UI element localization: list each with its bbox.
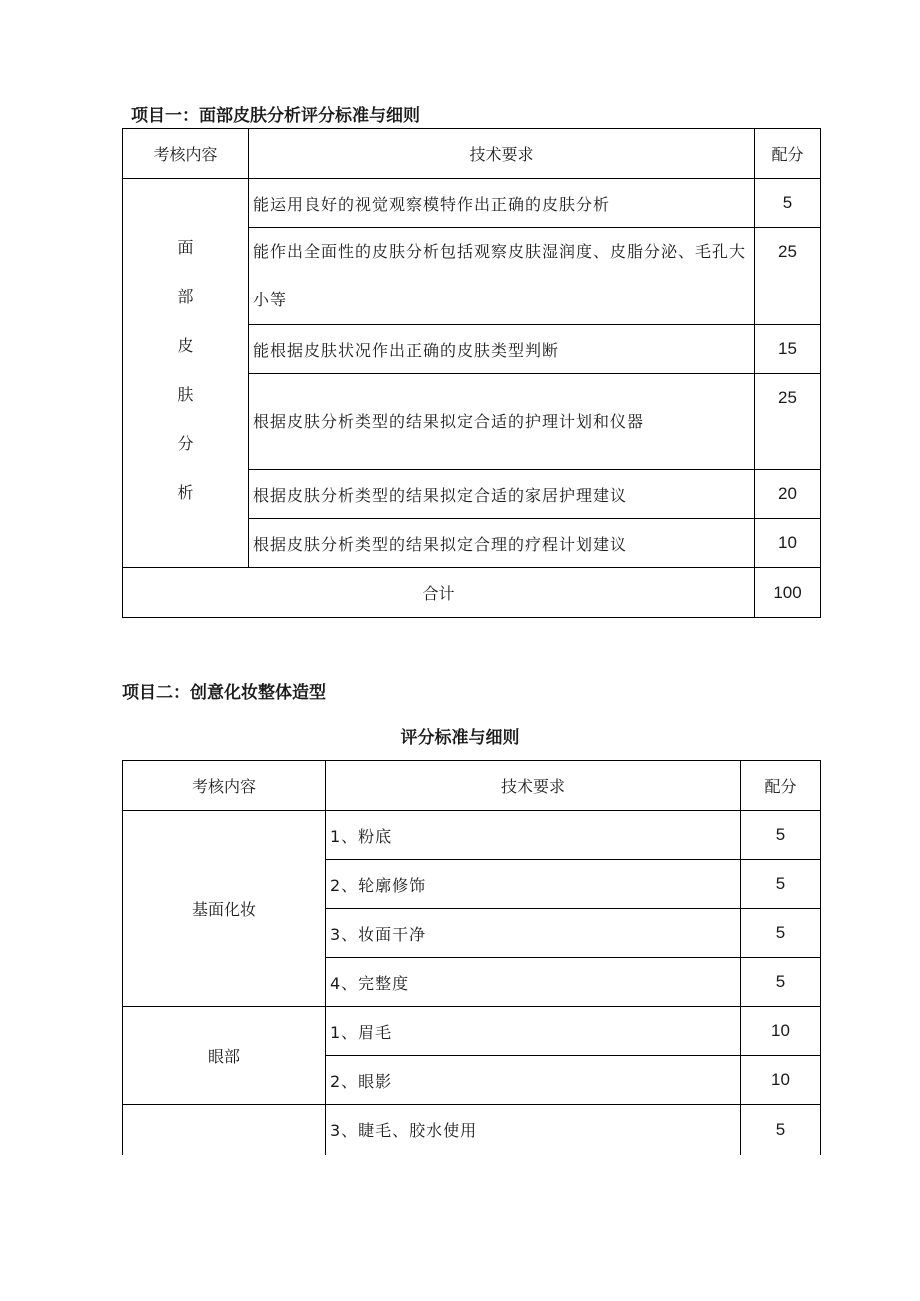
table-header-row bbox=[123, 129, 821, 179]
requirement-cell: 3、睫毛、胶水使用 bbox=[326, 1105, 741, 1155]
score-cell: 5 bbox=[755, 179, 821, 228]
header-content: 考核内容 bbox=[123, 761, 326, 811]
total-score: 100 bbox=[755, 568, 821, 618]
requirement-cell: 2、轮廓修饰 bbox=[326, 860, 741, 909]
requirement-cell: 根据皮肤分析类型的结果拟定合适的护理计划和仪器 bbox=[249, 374, 755, 470]
score-cell: 5 bbox=[741, 860, 821, 909]
requirement-cell: 能根据皮肤状况作出正确的皮肤类型判断 bbox=[249, 325, 755, 374]
score-cell: 5 bbox=[741, 958, 821, 1007]
header-requirement: 技术要求 bbox=[326, 761, 741, 811]
project2-score-table bbox=[122, 760, 821, 1155]
header-score: 配分 bbox=[755, 129, 821, 179]
table-row bbox=[123, 1105, 821, 1155]
requirement-cell: 3、妆面干净 bbox=[326, 909, 741, 958]
table-row bbox=[123, 811, 821, 860]
project2-heading: 项目二：创意化妆整体造型 bbox=[122, 683, 326, 703]
category-char: 析 bbox=[177, 483, 194, 502]
category-cell: 眼部 bbox=[123, 1007, 326, 1105]
category-char: 部 bbox=[177, 287, 194, 306]
category-char: 分 bbox=[177, 434, 194, 453]
category-cell bbox=[123, 1105, 326, 1155]
score-cell: 10 bbox=[755, 519, 821, 568]
table-row bbox=[123, 1007, 821, 1056]
requirement-cell: 能作出全面性的皮肤分析包括观察皮肤湿润度、皮脂分泌、毛孔大小等 bbox=[249, 228, 755, 325]
category-char: 面 bbox=[177, 238, 194, 257]
score-cell: 5 bbox=[741, 1105, 821, 1155]
table-row bbox=[123, 179, 821, 228]
header-requirement: 技术要求 bbox=[249, 129, 755, 179]
requirement-cell: 4、完整度 bbox=[326, 958, 741, 1007]
category-char: 肤 bbox=[177, 385, 194, 404]
score-cell: 5 bbox=[741, 909, 821, 958]
score-cell: 25 bbox=[755, 228, 821, 325]
category-char: 皮 bbox=[177, 336, 194, 355]
requirement-cell: 1、眉毛 bbox=[326, 1007, 741, 1056]
category-cell: 基面化妆 bbox=[123, 811, 326, 1007]
score-cell: 10 bbox=[741, 1056, 821, 1105]
total-label: 合计 bbox=[123, 568, 755, 618]
table-total-row bbox=[123, 568, 821, 618]
header-content: 考核内容 bbox=[123, 129, 249, 179]
requirement-cell: 根据皮肤分析类型的结果拟定合理的疗程计划建议 bbox=[249, 519, 755, 568]
table-header-row bbox=[123, 761, 821, 811]
project1-heading: 项目一：面部皮肤分析评分标准与细则 bbox=[131, 106, 420, 126]
score-cell: 15 bbox=[755, 325, 821, 374]
score-cell: 5 bbox=[741, 811, 821, 860]
requirement-cell: 能运用良好的视觉观察模特作出正确的皮肤分析 bbox=[249, 179, 755, 228]
requirement-cell: 根据皮肤分析类型的结果拟定合适的家居护理建议 bbox=[249, 470, 755, 519]
requirement-cell: 2、眼影 bbox=[326, 1056, 741, 1105]
score-cell: 25 bbox=[755, 374, 821, 470]
project2-subtitle: 评分标准与细则 bbox=[400, 728, 520, 748]
score-cell: 20 bbox=[755, 470, 821, 519]
category-cell bbox=[123, 179, 249, 568]
score-cell: 10 bbox=[741, 1007, 821, 1056]
requirement-cell: 1、粉底 bbox=[326, 811, 741, 860]
header-score: 配分 bbox=[741, 761, 821, 811]
project1-score-table bbox=[122, 128, 821, 618]
